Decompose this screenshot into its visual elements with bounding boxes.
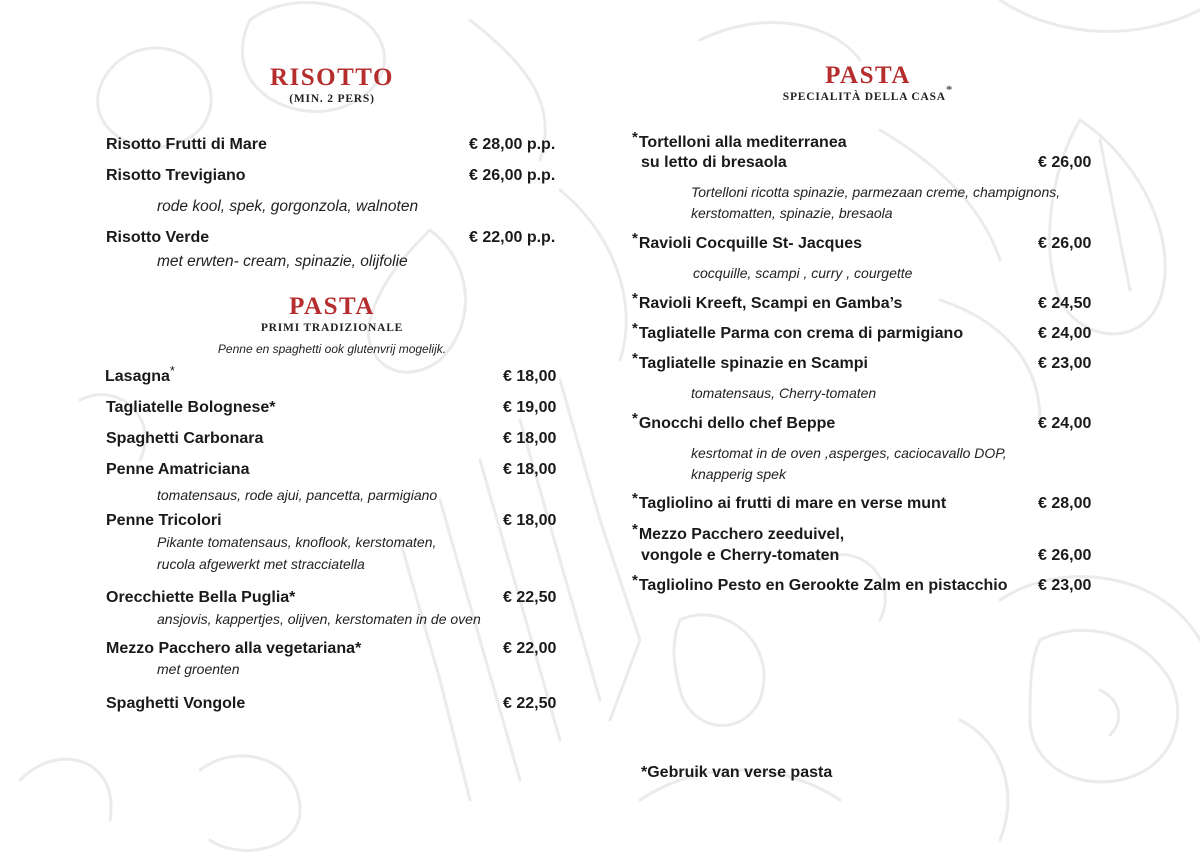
menu-item-name-text: Ravioli Cocquille St- Jacques — [638, 235, 863, 252]
menu-item-price: € 24,00 — [1038, 325, 1092, 342]
menu-item-price: € 18,00 — [503, 430, 557, 447]
menu-item-name: Orecchiette Bella Puglia* — [106, 589, 296, 606]
menu-item-name: Risotto Trevigiano — [106, 167, 246, 184]
menu-item-description: cocquille, scampi , curry , courgette — [693, 265, 913, 281]
menu-item-description: Pikante tomatensaus, knoflook, kerstomaten, — [157, 534, 437, 550]
menu-item-description: knapperig spek — [691, 466, 786, 482]
menu-item-description: Tortelloni ricotta spinazie, parmezaan creme, champignons, — [691, 184, 1061, 200]
menu-item-description: ansjovis, kappertjes, olijven, kerstomaten in de oven — [157, 611, 481, 627]
menu-item-price: € 26,00 — [1038, 235, 1092, 252]
menu-item-description: tomatensaus, rode ajui, pancetta, parmigiano — [157, 487, 438, 503]
menu-item-price: € 19,00 — [503, 399, 557, 416]
menu-item-name-text: Gnocchi dello chef Beppe — [638, 415, 836, 432]
menu-item-price: € 22,50 — [503, 695, 557, 712]
menu-item-price: € 22,50 — [503, 589, 557, 606]
asterisk-mark: * — [632, 350, 638, 367]
asterisk-mark: * — [632, 410, 638, 427]
pasta-specials-subtitle — [758, 82, 978, 104]
menu-item-name — [632, 129, 847, 153]
menu-item-name — [105, 363, 175, 387]
menu-item-name — [632, 230, 863, 254]
menu-item-price: € 24,50 — [1038, 295, 1092, 312]
menu-item-name: Spaghetti Carbonara — [106, 430, 264, 447]
menu-item-description: rode kool, spek, gorgonzola, walnoten — [157, 198, 419, 215]
menu-item-description: met erwten- cream, spinazie, olijfolie — [157, 253, 408, 270]
menu-item-description: kesrtomat in de oven ,asperges, caciocavallo DOP, — [691, 445, 1007, 461]
menu-item-price: € 23,00 — [1038, 577, 1092, 594]
asterisk-mark: * — [632, 572, 638, 589]
menu-item-name-text: Tagliatelle Parma con crema di parmigiano — [638, 325, 964, 342]
menu-item-name-text: Tortelloni alla mediterranea — [638, 134, 847, 151]
menu-item-description: rucola afgewerkt met stracciatella — [157, 556, 365, 572]
fresh-pasta-note: *Gebruik van verse pasta — [641, 764, 833, 781]
menu-item-price: € 22,00 — [503, 640, 557, 657]
asterisk-mark: * — [632, 230, 638, 247]
menu-item-price: € 26,00 — [1038, 547, 1092, 564]
menu-item-description: met groenten — [157, 661, 240, 677]
menu-item-price: € 23,00 — [1038, 355, 1092, 372]
gluten-free-note: Penne en spaghetti ook glutenvrij mogelijk. — [217, 342, 447, 356]
menu-item-name-text: Tagliolino Pesto en Gerookte Zalm en pistacchio — [638, 577, 1008, 594]
menu-item-name: Tagliatelle Bolognese* — [106, 399, 276, 416]
menu-item-price: € 18,00 — [503, 368, 557, 385]
menu-item-price: € 24,00 — [1038, 415, 1092, 432]
menu-item-name — [632, 410, 836, 434]
menu-item-price: € 26,00 p.p. — [469, 167, 556, 184]
menu-item-name-text: Ravioli Kreeft, Scampi en Gamba’s — [638, 295, 903, 312]
menu-item-name-text: Tagliolino ai frutti di mare en verse munt — [638, 495, 947, 512]
menu-item-name: Penne Tricolori — [106, 512, 222, 529]
menu-item-name-line2: vongole e Cherry-tomaten — [641, 547, 840, 564]
asterisk-mark: * — [169, 363, 175, 378]
asterisk-mark: * — [632, 129, 638, 146]
menu-item-price: € 28,00 — [1038, 495, 1092, 512]
menu-item-name — [632, 521, 845, 545]
menu-item-name: Mezzo Pacchero alla vegetariana* — [106, 640, 362, 657]
menu-item-price: € 26,00 — [1038, 154, 1092, 171]
asterisk-mark: * — [632, 521, 638, 538]
menu-item-name-text: Tagliatelle spinazie en Scampi — [638, 355, 868, 372]
menu-item-name-text: Lasagna — [105, 368, 170, 385]
pasta-subtitle: PRIMI TRADIZIONALE — [260, 322, 404, 334]
menu-item-price: € 28,00 p.p. — [469, 136, 556, 153]
menu-item-name: Spaghetti Vongole — [106, 695, 246, 712]
pasta-heading: PASTA — [289, 293, 375, 320]
menu-item-name — [632, 350, 868, 374]
menu-item-name — [632, 572, 1008, 596]
risotto-subtitle: (MIN. 2 PERS) — [289, 93, 375, 105]
asterisk-mark: * — [945, 82, 954, 97]
menu-item-name — [632, 290, 903, 314]
menu-item-name: Penne Amatriciana — [106, 461, 250, 478]
asterisk-mark: * — [632, 320, 638, 337]
menu-item-name: Risotto Verde — [106, 229, 210, 246]
menu-item-description: tomatensaus, Cherry-tomaten — [691, 385, 877, 401]
menu-item-name-line2: su letto di bresaola — [641, 154, 787, 171]
asterisk-mark: * — [632, 490, 638, 507]
menu-item-name-text: Mezzo Pacchero zeeduivel, — [638, 526, 845, 543]
asterisk-mark: * — [632, 290, 638, 307]
risotto-heading: RISOTTO — [270, 64, 394, 91]
menu-item-name — [632, 490, 947, 514]
menu-item-price: € 18,00 — [503, 461, 557, 478]
menu-item-price: € 18,00 — [503, 512, 557, 529]
menu-item-price: € 22,00 p.p. — [469, 229, 556, 246]
menu-item-name: Risotto Frutti di Mare — [106, 136, 267, 153]
menu-item-name — [632, 320, 964, 344]
pasta-specials-heading: PASTA — [825, 62, 911, 89]
menu-item-description: kerstomatten, spinazie, bresaola — [691, 205, 893, 221]
pasta-specials-subtitle-text: SPECIALITÀ DELLA CASA — [782, 91, 946, 103]
